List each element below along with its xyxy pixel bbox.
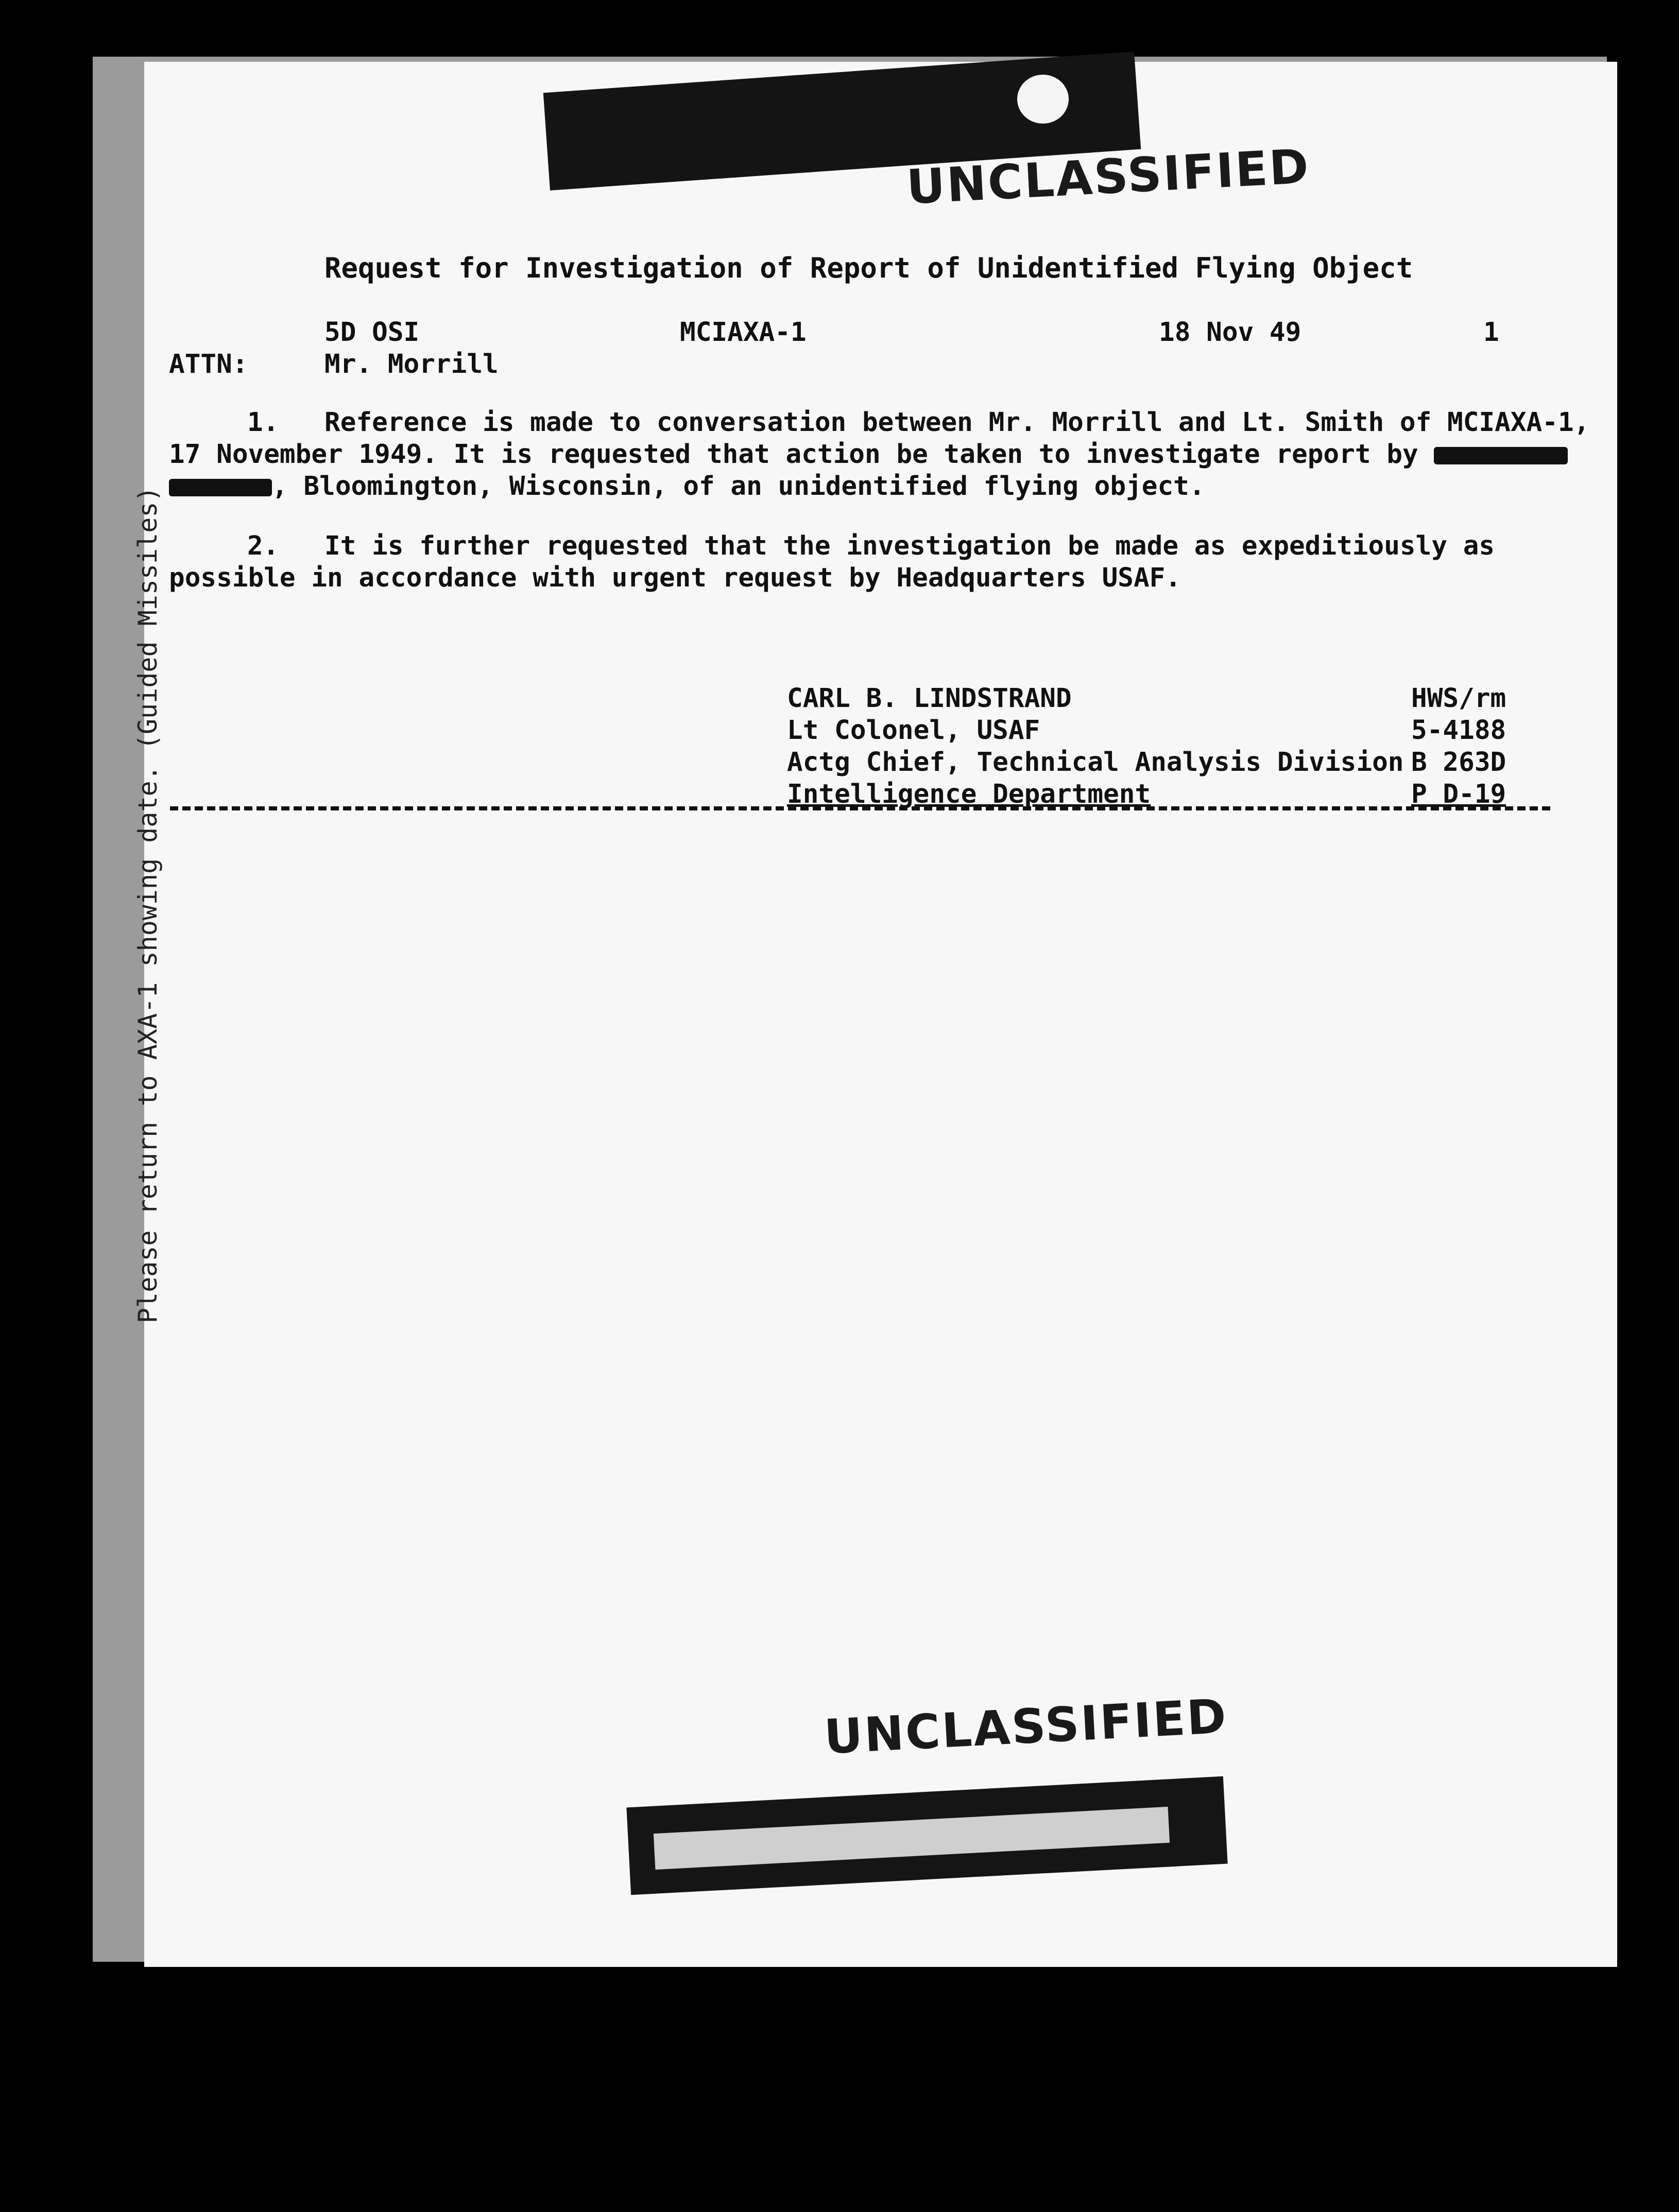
paragraph-1-line-2: 17 November 1949. It is requested that action be taken to investigate report by [169, 439, 1418, 470]
classification-stamp-top: UNCLASSIFIED [905, 139, 1312, 215]
paragraph-2-number: 2. [247, 531, 279, 561]
classification-stamp-bottom: UNCLASSIFIED [823, 1688, 1229, 1765]
paragraph-2-line-2: possible in accordance with urgent request by Headquarters USAF. [169, 563, 1181, 593]
file-code-3: B 263D [1411, 747, 1506, 777]
file-code-4: P D-19 [1411, 779, 1506, 809]
attn-name: Mr. Morrill [324, 349, 499, 379]
attn-label: ATTN: [169, 349, 248, 379]
routing-to: 5D OSI [324, 317, 420, 348]
signature-department: Intelligence Department [787, 779, 1151, 809]
redaction-inline-1 [1434, 447, 1568, 464]
side-margin-note: Please return to AXA-1 showing date. (Guided Missiles) [133, 486, 163, 1323]
signature-rank: Lt Colonel, USAF [787, 715, 1040, 746]
routing-from: MCIAXA-1 [680, 317, 807, 348]
document-title: Request for Investigation of Report of Unidentified Flying Object [324, 252, 1413, 284]
file-code-2: 5-4188 [1411, 715, 1506, 746]
file-code-1: HWS/rm [1411, 683, 1506, 714]
paragraph-1-number: 1. [247, 407, 279, 438]
redaction-inline-2 [169, 479, 272, 496]
paragraph-1-line-2-wrap [169, 439, 1568, 471]
paragraph-2-line-1: It is further requested that the investigation be made as expeditiously as [324, 531, 1495, 561]
signature-title: Actg Chief, Technical Analysis Division [787, 747, 1404, 777]
paragraph-1-line-3: , Bloomington, Wisconsin, of an unidentified flying object. [272, 471, 1205, 502]
signature-name: CARL B. LINDSTRAND [787, 683, 1072, 714]
punch-hole [1017, 75, 1069, 124]
paragraph-1-line-3-wrap [169, 471, 1205, 503]
paragraph-1-line-1: Reference is made to conversation between Mr. Morrill and Lt. Smith of MCIAXA-1, [324, 407, 1590, 438]
routing-date: 18 Nov 49 [1159, 317, 1301, 348]
dashed-separator [170, 806, 1550, 810]
routing-number: 1 [1483, 317, 1499, 348]
